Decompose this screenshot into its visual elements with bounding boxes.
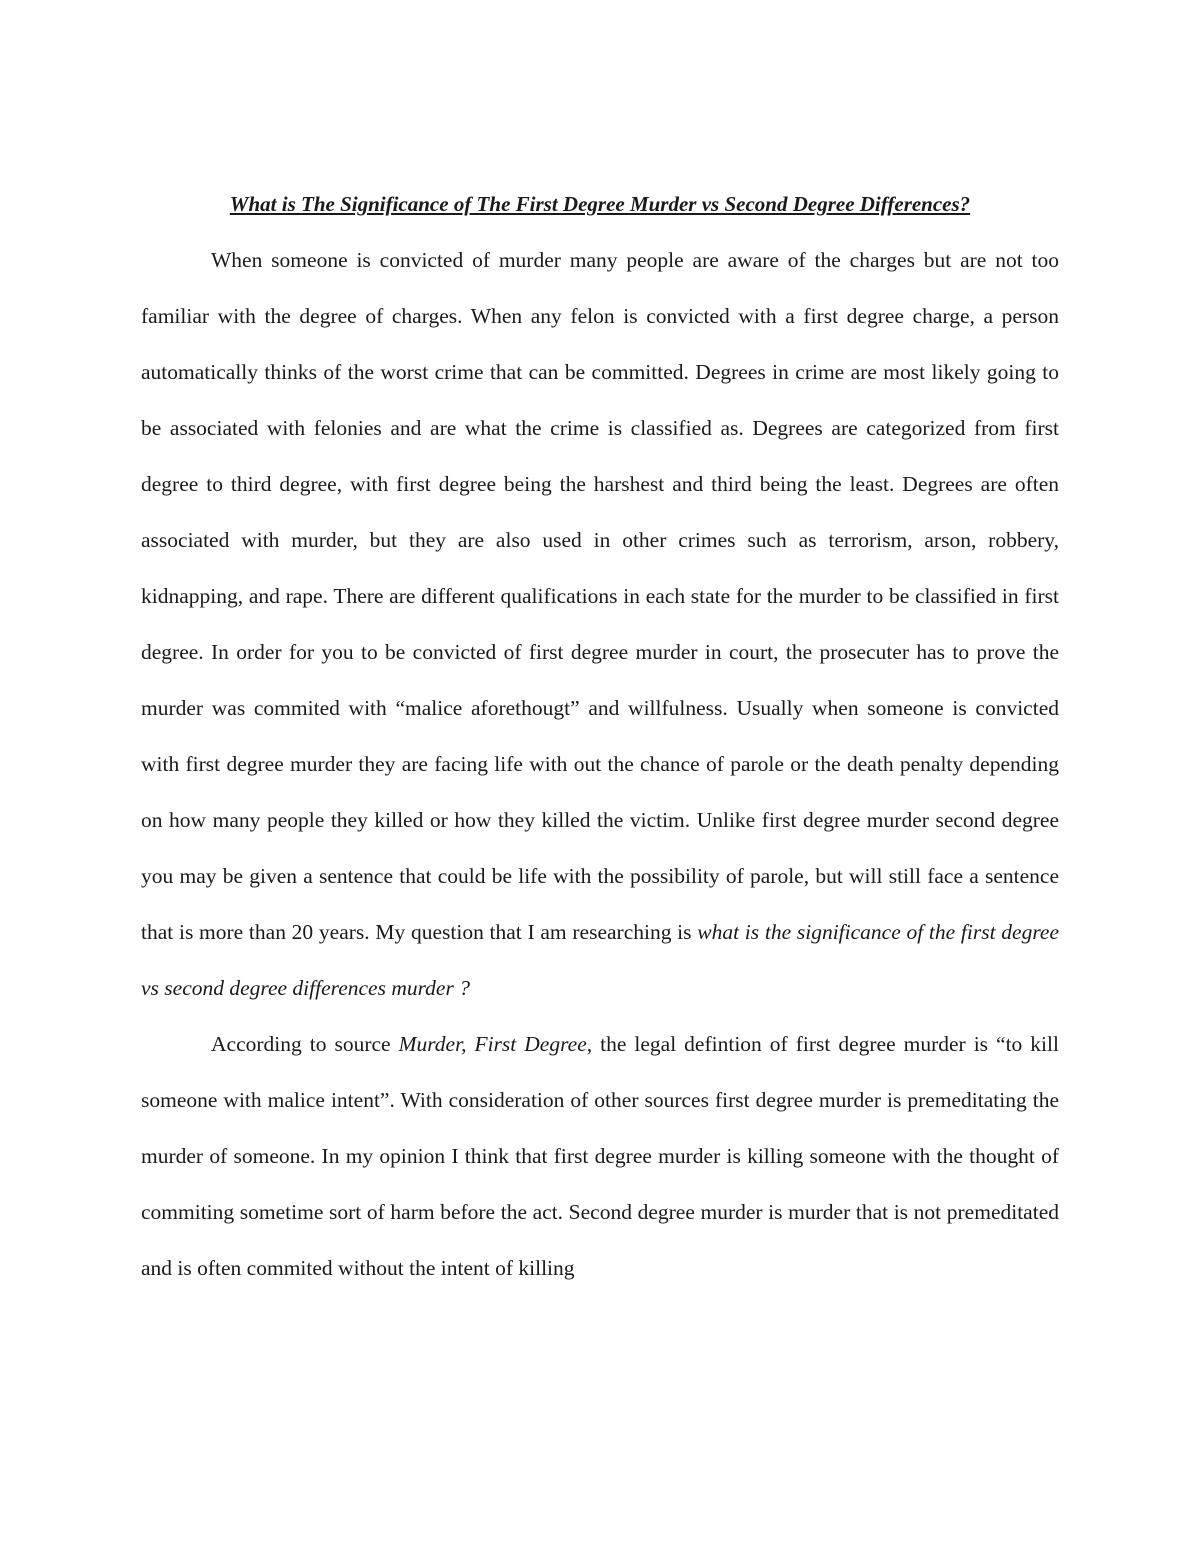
document-body <box>141 176 1059 1296</box>
paragraph-intro <box>141 232 1059 1016</box>
research-question: what is the significance of the first degree vs second degree differences murder ? <box>141 920 1059 1000</box>
source-title: Murder, First Degree <box>398 1032 587 1056</box>
paragraph-definition <box>141 1016 1059 1296</box>
document-title: What is The Significance of The First Degree Murder vs Second Degree Differences? <box>229 192 971 216</box>
paragraph-definition-text: , the legal defintion of first degree murder is “to kill someone with malice intent”. With consideration of other sources first degree murder is premeditating the murder of someone. In my opinion I think that first degree murder is killing someone with the thought of commiting sometime sort of harm before the act. Second degree murder is murder that is not premeditated and is often commited without the intent of killing <box>141 1032 1059 1280</box>
paragraph-intro-text: When someone is convicted of murder many people are aware of the charges but are not too familiar with the degree of charges. When any felon is convicted with a first degree charge, a person automatically thinks of the worst crime that can be committed. Degrees in crime are most likely going to be associated with felonies and are what the crime is classified as. Degrees are categorized from first degree to third degree, with first degree being the harshest and third being the least. Degrees are often associated with murder, but they are also used in other crimes such as terrorism, arson, robbery, kidnapping, and rape. There are different qualifications in each state for the murder to be classified in first degree. In order for you to be convicted of first degree murder in court, the prosecuter has to prove the murder was commited with “malice aforethougt” and willfulness. Usually when someone is convicted with first degree murder they are facing life with out the chance of parole or the death penalty depending on how many people they killed or how they killed the victim. Unlike first degree murder second degree you may be given a sentence that could be life with the possibility of parole, but will still face a sentence that is more than 20 years. My question that I am researching is <box>141 248 1059 944</box>
paragraph-definition-lead: According to source <box>211 1032 399 1056</box>
